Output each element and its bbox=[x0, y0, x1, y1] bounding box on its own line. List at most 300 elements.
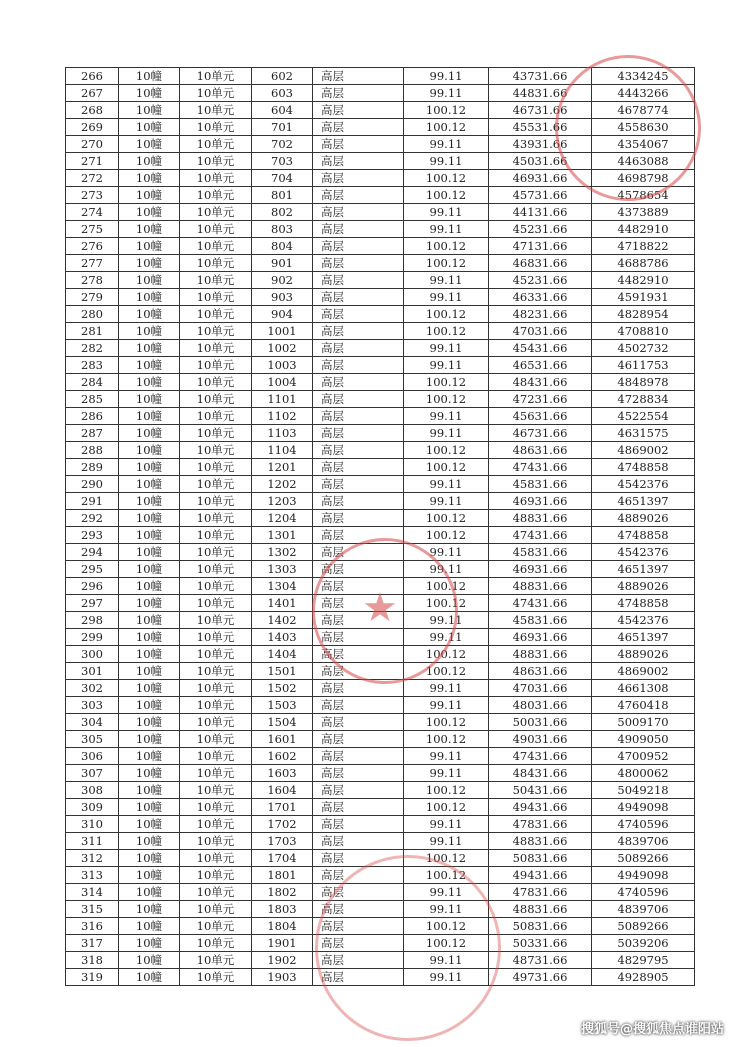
building-cell: 10幢 bbox=[119, 255, 180, 272]
building-cell: 10幢 bbox=[119, 85, 180, 102]
total-price-cell: 4740596 bbox=[592, 884, 695, 901]
row-number: 295 bbox=[66, 561, 119, 578]
room-cell: 1802 bbox=[252, 884, 313, 901]
floor-type-cell: 高层 bbox=[313, 901, 404, 918]
room-cell: 1901 bbox=[252, 935, 313, 952]
unit-price-cell: 47031.66 bbox=[489, 680, 592, 697]
building-cell: 10幢 bbox=[119, 306, 180, 323]
room-cell: 1603 bbox=[252, 765, 313, 782]
table-row bbox=[66, 697, 695, 714]
unit-cell: 10单元 bbox=[180, 748, 252, 765]
row-number: 318 bbox=[66, 952, 119, 969]
floor-type-cell: 高层 bbox=[313, 680, 404, 697]
row-number: 267 bbox=[66, 85, 119, 102]
area-cell: 99.11 bbox=[404, 544, 489, 561]
unit-price-cell: 43931.66 bbox=[489, 136, 592, 153]
floor-type-cell: 高层 bbox=[313, 238, 404, 255]
floor-type-cell: 高层 bbox=[313, 170, 404, 187]
row-number: 309 bbox=[66, 799, 119, 816]
total-price-cell: 5089266 bbox=[592, 850, 695, 867]
unit-price-cell: 47231.66 bbox=[489, 391, 592, 408]
unit-cell: 10单元 bbox=[180, 510, 252, 527]
room-cell: 1403 bbox=[252, 629, 313, 646]
room-cell: 604 bbox=[252, 102, 313, 119]
floor-type-cell: 高层 bbox=[313, 391, 404, 408]
floor-type-cell: 高层 bbox=[313, 340, 404, 357]
unit-cell: 10单元 bbox=[180, 765, 252, 782]
building-cell: 10幢 bbox=[119, 918, 180, 935]
row-number: 312 bbox=[66, 850, 119, 867]
area-cell: 99.11 bbox=[404, 952, 489, 969]
room-cell: 1602 bbox=[252, 748, 313, 765]
room-cell: 1402 bbox=[252, 612, 313, 629]
room-cell: 1303 bbox=[252, 561, 313, 578]
table-row bbox=[66, 391, 695, 408]
unit-cell: 10单元 bbox=[180, 272, 252, 289]
row-number: 311 bbox=[66, 833, 119, 850]
area-cell: 99.11 bbox=[404, 969, 489, 986]
area-cell: 100.12 bbox=[404, 799, 489, 816]
total-price-cell: 4542376 bbox=[592, 612, 695, 629]
total-price-cell: 4748858 bbox=[592, 527, 695, 544]
row-number: 276 bbox=[66, 238, 119, 255]
row-number: 269 bbox=[66, 119, 119, 136]
unit-cell: 10单元 bbox=[180, 731, 252, 748]
area-cell: 100.12 bbox=[404, 578, 489, 595]
floor-type-cell: 高层 bbox=[313, 510, 404, 527]
building-cell: 10幢 bbox=[119, 102, 180, 119]
unit-price-cell: 50831.66 bbox=[489, 918, 592, 935]
room-cell: 1302 bbox=[252, 544, 313, 561]
total-price-cell: 4502732 bbox=[592, 340, 695, 357]
table-row bbox=[66, 408, 695, 425]
unit-price-cell: 50331.66 bbox=[489, 935, 592, 952]
area-cell: 100.12 bbox=[404, 306, 489, 323]
table-row bbox=[66, 204, 695, 221]
row-number: 268 bbox=[66, 102, 119, 119]
row-number: 298 bbox=[66, 612, 119, 629]
room-cell: 1504 bbox=[252, 714, 313, 731]
area-cell: 99.11 bbox=[404, 221, 489, 238]
total-price-cell: 4688786 bbox=[592, 255, 695, 272]
unit-cell: 10单元 bbox=[180, 918, 252, 935]
row-number: 272 bbox=[66, 170, 119, 187]
row-number: 310 bbox=[66, 816, 119, 833]
floor-type-cell: 高层 bbox=[313, 374, 404, 391]
area-cell: 100.12 bbox=[404, 867, 489, 884]
table-row bbox=[66, 527, 695, 544]
building-cell: 10幢 bbox=[119, 595, 180, 612]
total-price-cell: 4889026 bbox=[592, 646, 695, 663]
total-price-cell: 4354067 bbox=[592, 136, 695, 153]
building-cell: 10幢 bbox=[119, 969, 180, 986]
room-cell: 1201 bbox=[252, 459, 313, 476]
floor-type-cell: 高层 bbox=[313, 833, 404, 850]
total-price-cell: 4631575 bbox=[592, 425, 695, 442]
area-cell: 100.12 bbox=[404, 663, 489, 680]
floor-type-cell: 高层 bbox=[313, 527, 404, 544]
building-cell: 10幢 bbox=[119, 527, 180, 544]
table-row bbox=[66, 306, 695, 323]
unit-price-cell: 47831.66 bbox=[489, 884, 592, 901]
total-price-cell: 4482910 bbox=[592, 272, 695, 289]
area-cell: 100.12 bbox=[404, 391, 489, 408]
area-cell: 99.11 bbox=[404, 425, 489, 442]
table-row bbox=[66, 510, 695, 527]
area-cell: 100.12 bbox=[404, 918, 489, 935]
row-number: 271 bbox=[66, 153, 119, 170]
floor-type-cell: 高层 bbox=[313, 595, 404, 612]
total-price-cell: 4748858 bbox=[592, 595, 695, 612]
unit-price-cell: 44831.66 bbox=[489, 85, 592, 102]
total-price-cell: 4700952 bbox=[592, 748, 695, 765]
building-cell: 10幢 bbox=[119, 136, 180, 153]
table-row bbox=[66, 85, 695, 102]
room-cell: 1501 bbox=[252, 663, 313, 680]
floor-type-cell: 高层 bbox=[313, 867, 404, 884]
unit-price-cell: 47831.66 bbox=[489, 816, 592, 833]
row-number: 294 bbox=[66, 544, 119, 561]
room-cell: 1404 bbox=[252, 646, 313, 663]
row-number: 296 bbox=[66, 578, 119, 595]
building-cell: 10幢 bbox=[119, 119, 180, 136]
floor-type-cell: 高层 bbox=[313, 697, 404, 714]
unit-price-cell: 48631.66 bbox=[489, 442, 592, 459]
total-price-cell: 4373889 bbox=[592, 204, 695, 221]
floor-type-cell: 高层 bbox=[313, 629, 404, 646]
unit-cell: 10单元 bbox=[180, 697, 252, 714]
area-cell: 100.12 bbox=[404, 714, 489, 731]
total-price-cell: 4611753 bbox=[592, 357, 695, 374]
area-cell: 99.11 bbox=[404, 153, 489, 170]
row-number: 290 bbox=[66, 476, 119, 493]
unit-cell: 10单元 bbox=[180, 425, 252, 442]
building-cell: 10幢 bbox=[119, 697, 180, 714]
unit-cell: 10单元 bbox=[180, 221, 252, 238]
area-cell: 99.11 bbox=[404, 680, 489, 697]
total-price-cell: 4848978 bbox=[592, 374, 695, 391]
area-cell: 100.12 bbox=[404, 119, 489, 136]
room-cell: 1202 bbox=[252, 476, 313, 493]
unit-price-cell: 48631.66 bbox=[489, 663, 592, 680]
row-number: 283 bbox=[66, 357, 119, 374]
total-price-cell: 4889026 bbox=[592, 578, 695, 595]
unit-cell: 10单元 bbox=[180, 374, 252, 391]
row-number: 307 bbox=[66, 765, 119, 782]
row-number: 280 bbox=[66, 306, 119, 323]
floor-type-cell: 高层 bbox=[313, 85, 404, 102]
unit-price-cell: 48831.66 bbox=[489, 510, 592, 527]
unit-cell: 10单元 bbox=[180, 204, 252, 221]
unit-cell: 10单元 bbox=[180, 170, 252, 187]
unit-price-cell: 48831.66 bbox=[489, 578, 592, 595]
room-cell: 701 bbox=[252, 119, 313, 136]
room-cell: 1704 bbox=[252, 850, 313, 867]
unit-cell: 10单元 bbox=[180, 238, 252, 255]
row-number: 281 bbox=[66, 323, 119, 340]
table-row bbox=[66, 340, 695, 357]
floor-type-cell: 高层 bbox=[313, 102, 404, 119]
unit-cell: 10单元 bbox=[180, 816, 252, 833]
unit-cell: 10单元 bbox=[180, 680, 252, 697]
unit-cell: 10单元 bbox=[180, 476, 252, 493]
unit-cell: 10单元 bbox=[180, 102, 252, 119]
building-cell: 10幢 bbox=[119, 476, 180, 493]
total-price-cell: 4334245 bbox=[592, 68, 695, 85]
area-cell: 100.12 bbox=[404, 646, 489, 663]
room-cell: 1203 bbox=[252, 493, 313, 510]
building-cell: 10幢 bbox=[119, 833, 180, 850]
building-cell: 10幢 bbox=[119, 221, 180, 238]
area-cell: 100.12 bbox=[404, 459, 489, 476]
room-cell: 1304 bbox=[252, 578, 313, 595]
floor-type-cell: 高层 bbox=[313, 136, 404, 153]
table-row bbox=[66, 714, 695, 731]
unit-price-cell: 48731.66 bbox=[489, 952, 592, 969]
room-cell: 1604 bbox=[252, 782, 313, 799]
building-cell: 10幢 bbox=[119, 867, 180, 884]
room-cell: 1601 bbox=[252, 731, 313, 748]
room-cell: 904 bbox=[252, 306, 313, 323]
building-cell: 10幢 bbox=[119, 493, 180, 510]
area-cell: 100.12 bbox=[404, 731, 489, 748]
area-cell: 99.11 bbox=[404, 204, 489, 221]
table-row bbox=[66, 918, 695, 935]
floor-type-cell: 高层 bbox=[313, 952, 404, 969]
total-price-cell: 4578654 bbox=[592, 187, 695, 204]
row-number: 284 bbox=[66, 374, 119, 391]
total-price-cell: 4728834 bbox=[592, 391, 695, 408]
table-row bbox=[66, 867, 695, 884]
floor-type-cell: 高层 bbox=[313, 918, 404, 935]
row-number: 297 bbox=[66, 595, 119, 612]
table-row bbox=[66, 629, 695, 646]
unit-cell: 10单元 bbox=[180, 612, 252, 629]
area-cell: 99.11 bbox=[404, 612, 489, 629]
table-row bbox=[66, 425, 695, 442]
unit-price-cell: 46831.66 bbox=[489, 255, 592, 272]
unit-price-cell: 48831.66 bbox=[489, 646, 592, 663]
table-row bbox=[66, 459, 695, 476]
building-cell: 10幢 bbox=[119, 459, 180, 476]
room-cell: 1703 bbox=[252, 833, 313, 850]
unit-cell: 10单元 bbox=[180, 340, 252, 357]
unit-price-cell: 48831.66 bbox=[489, 833, 592, 850]
floor-type-cell: 高层 bbox=[313, 68, 404, 85]
total-price-cell: 4542376 bbox=[592, 544, 695, 561]
unit-price-cell: 49431.66 bbox=[489, 799, 592, 816]
total-price-cell: 4463088 bbox=[592, 153, 695, 170]
area-cell: 100.12 bbox=[404, 170, 489, 187]
room-cell: 602 bbox=[252, 68, 313, 85]
table-row bbox=[66, 238, 695, 255]
building-cell: 10幢 bbox=[119, 561, 180, 578]
table-row bbox=[66, 136, 695, 153]
total-price-cell: 4869002 bbox=[592, 442, 695, 459]
unit-price-cell: 46731.66 bbox=[489, 425, 592, 442]
row-number: 288 bbox=[66, 442, 119, 459]
unit-cell: 10单元 bbox=[180, 255, 252, 272]
total-price-cell: 4748858 bbox=[592, 459, 695, 476]
building-cell: 10幢 bbox=[119, 272, 180, 289]
floor-type-cell: 高层 bbox=[313, 255, 404, 272]
area-cell: 99.11 bbox=[404, 697, 489, 714]
building-cell: 10幢 bbox=[119, 629, 180, 646]
building-cell: 10幢 bbox=[119, 748, 180, 765]
row-number: 291 bbox=[66, 493, 119, 510]
table-row bbox=[66, 816, 695, 833]
floor-type-cell: 高层 bbox=[313, 476, 404, 493]
building-cell: 10幢 bbox=[119, 612, 180, 629]
area-cell: 99.11 bbox=[404, 357, 489, 374]
floor-type-cell: 高层 bbox=[313, 119, 404, 136]
area-cell: 100.12 bbox=[404, 850, 489, 867]
source-watermark: 搜狐号@搜狐焦点谁阳站 bbox=[580, 1022, 724, 1037]
unit-price-cell: 46931.66 bbox=[489, 493, 592, 510]
area-cell: 99.11 bbox=[404, 408, 489, 425]
unit-price-cell: 50031.66 bbox=[489, 714, 592, 731]
row-number: 306 bbox=[66, 748, 119, 765]
area-cell: 100.12 bbox=[404, 510, 489, 527]
room-cell: 1003 bbox=[252, 357, 313, 374]
table-row bbox=[66, 187, 695, 204]
area-cell: 99.11 bbox=[404, 136, 489, 153]
unit-price-cell: 48031.66 bbox=[489, 697, 592, 714]
table-row bbox=[66, 680, 695, 697]
area-cell: 100.12 bbox=[404, 374, 489, 391]
unit-price-cell: 50831.66 bbox=[489, 850, 592, 867]
floor-type-cell: 高层 bbox=[313, 748, 404, 765]
floor-type-cell: 高层 bbox=[313, 884, 404, 901]
floor-type-cell: 高层 bbox=[313, 408, 404, 425]
table-row bbox=[66, 476, 695, 493]
row-number: 300 bbox=[66, 646, 119, 663]
row-number: 275 bbox=[66, 221, 119, 238]
room-cell: 703 bbox=[252, 153, 313, 170]
room-cell: 1104 bbox=[252, 442, 313, 459]
building-cell: 10幢 bbox=[119, 680, 180, 697]
room-cell: 1902 bbox=[252, 952, 313, 969]
unit-cell: 10单元 bbox=[180, 187, 252, 204]
unit-price-cell: 49031.66 bbox=[489, 731, 592, 748]
unit-price-cell: 47431.66 bbox=[489, 459, 592, 476]
total-price-cell: 4949098 bbox=[592, 799, 695, 816]
unit-cell: 10单元 bbox=[180, 493, 252, 510]
area-cell: 100.12 bbox=[404, 255, 489, 272]
total-price-cell: 4443266 bbox=[592, 85, 695, 102]
unit-price-cell: 48831.66 bbox=[489, 901, 592, 918]
room-cell: 1502 bbox=[252, 680, 313, 697]
table-row bbox=[66, 748, 695, 765]
unit-cell: 10单元 bbox=[180, 323, 252, 340]
total-price-cell: 4698798 bbox=[592, 170, 695, 187]
table-row bbox=[66, 544, 695, 561]
building-cell: 10幢 bbox=[119, 544, 180, 561]
area-cell: 100.12 bbox=[404, 187, 489, 204]
unit-price-cell: 45631.66 bbox=[489, 408, 592, 425]
row-number: 308 bbox=[66, 782, 119, 799]
area-cell: 100.12 bbox=[404, 935, 489, 952]
row-number: 278 bbox=[66, 272, 119, 289]
unit-price-cell: 46931.66 bbox=[489, 170, 592, 187]
total-price-cell: 4839706 bbox=[592, 833, 695, 850]
building-cell: 10幢 bbox=[119, 952, 180, 969]
unit-price-cell: 49731.66 bbox=[489, 969, 592, 986]
building-cell: 10幢 bbox=[119, 238, 180, 255]
room-cell: 803 bbox=[252, 221, 313, 238]
table-row bbox=[66, 935, 695, 952]
building-cell: 10幢 bbox=[119, 578, 180, 595]
building-cell: 10幢 bbox=[119, 714, 180, 731]
building-cell: 10幢 bbox=[119, 289, 180, 306]
table-row bbox=[66, 731, 695, 748]
unit-cell: 10单元 bbox=[180, 833, 252, 850]
unit-cell: 10单元 bbox=[180, 969, 252, 986]
total-price-cell: 4928905 bbox=[592, 969, 695, 986]
building-cell: 10幢 bbox=[119, 884, 180, 901]
table-row bbox=[66, 289, 695, 306]
unit-cell: 10单元 bbox=[180, 884, 252, 901]
table-row bbox=[66, 221, 695, 238]
table-row bbox=[66, 493, 695, 510]
building-cell: 10幢 bbox=[119, 170, 180, 187]
total-price-cell: 4889026 bbox=[592, 510, 695, 527]
unit-cell: 10单元 bbox=[180, 408, 252, 425]
row-number: 266 bbox=[66, 68, 119, 85]
total-price-cell: 4829795 bbox=[592, 952, 695, 969]
room-cell: 802 bbox=[252, 204, 313, 221]
area-cell: 100.12 bbox=[404, 102, 489, 119]
total-price-cell: 4591931 bbox=[592, 289, 695, 306]
floor-type-cell: 高层 bbox=[313, 442, 404, 459]
building-cell: 10幢 bbox=[119, 850, 180, 867]
row-number: 317 bbox=[66, 935, 119, 952]
room-cell: 1004 bbox=[252, 374, 313, 391]
table-row bbox=[66, 782, 695, 799]
unit-cell: 10单元 bbox=[180, 714, 252, 731]
unit-price-cell: 48231.66 bbox=[489, 306, 592, 323]
unit-cell: 10单元 bbox=[180, 782, 252, 799]
unit-cell: 10单元 bbox=[180, 85, 252, 102]
table-row bbox=[66, 646, 695, 663]
total-price-cell: 5039206 bbox=[592, 935, 695, 952]
total-price-cell: 4542376 bbox=[592, 476, 695, 493]
unit-cell: 10单元 bbox=[180, 629, 252, 646]
total-price-cell: 4760418 bbox=[592, 697, 695, 714]
unit-cell: 10单元 bbox=[180, 136, 252, 153]
total-price-cell: 4909050 bbox=[592, 731, 695, 748]
unit-cell: 10单元 bbox=[180, 850, 252, 867]
room-cell: 1903 bbox=[252, 969, 313, 986]
unit-price-cell: 45231.66 bbox=[489, 272, 592, 289]
unit-price-cell: 50431.66 bbox=[489, 782, 592, 799]
unit-cell: 10单元 bbox=[180, 646, 252, 663]
unit-cell: 10单元 bbox=[180, 595, 252, 612]
unit-cell: 10单元 bbox=[180, 935, 252, 952]
unit-cell: 10单元 bbox=[180, 68, 252, 85]
area-cell: 100.12 bbox=[404, 595, 489, 612]
area-cell: 99.11 bbox=[404, 833, 489, 850]
table-row bbox=[66, 442, 695, 459]
row-number: 316 bbox=[66, 918, 119, 935]
unit-cell: 10单元 bbox=[180, 544, 252, 561]
row-number: 292 bbox=[66, 510, 119, 527]
table-row bbox=[66, 272, 695, 289]
total-price-cell: 4651397 bbox=[592, 493, 695, 510]
total-price-cell: 4522554 bbox=[592, 408, 695, 425]
row-number: 286 bbox=[66, 408, 119, 425]
row-number: 274 bbox=[66, 204, 119, 221]
